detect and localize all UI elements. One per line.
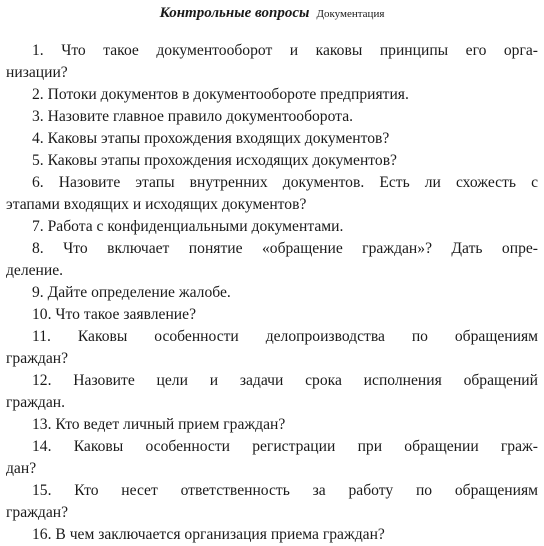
question-10: 10. Что такое заявление? [32, 306, 196, 323]
question-12-line-1: 12. Назовите цели и задачи срока исполнения обращений [32, 372, 538, 389]
question-8-line-2: деление. [6, 262, 64, 279]
question-11-line-2: граждан? [6, 350, 69, 367]
question-6-line-1: 6. Назовите этапы внутренних документов. Есть ли схожесть с [32, 174, 538, 191]
question-1-line-1: 1. Что такое документооборот и каковы принципы его орга- [32, 42, 538, 59]
question-7: 7. Работа с конфиденциальными документами. [32, 218, 344, 235]
question-9: 9. Дайте определение жалобе. [32, 284, 231, 301]
question-15-line-2: граждан? [6, 504, 69, 521]
question-11-line-1: 11. Каковы особенности делопроизводства по обращениям [32, 328, 538, 345]
question-1-line-2: низации? [6, 64, 68, 81]
question-13: 13. Кто ведет личный прием граждан? [32, 416, 286, 433]
question-8-line-1: 8. Что включает понятие «обращение граждан»? Дать опре- [32, 240, 538, 257]
question-14-line-2: дан? [6, 460, 37, 477]
question-6-line-2: этапами входящих и исходящих документов? [6, 196, 307, 213]
question-14-line-1: 14. Каковы особенности регистрации при обращении граж- [32, 438, 538, 455]
question-15-line-1: 15. Кто несет ответственность за работу по обращениям [32, 482, 538, 499]
question-3: 3. Назовите главное правило документооборота. [32, 108, 354, 125]
title-subtitle: Документация [316, 8, 385, 20]
question-4: 4. Каковы этапы прохождения входящих документов? [32, 130, 390, 147]
question-16: 16. В чем заключается организация приема граждан? [32, 526, 385, 543]
document-title [0, 4, 544, 22]
question-12-line-2: граждан. [6, 394, 65, 411]
question-5: 5. Каковы этапы прохождения исходящих документов? [32, 152, 397, 169]
question-2: 2. Потоки документов в документообороте предприятия. [32, 86, 409, 103]
title-main: Контрольные вопросы [159, 5, 310, 21]
